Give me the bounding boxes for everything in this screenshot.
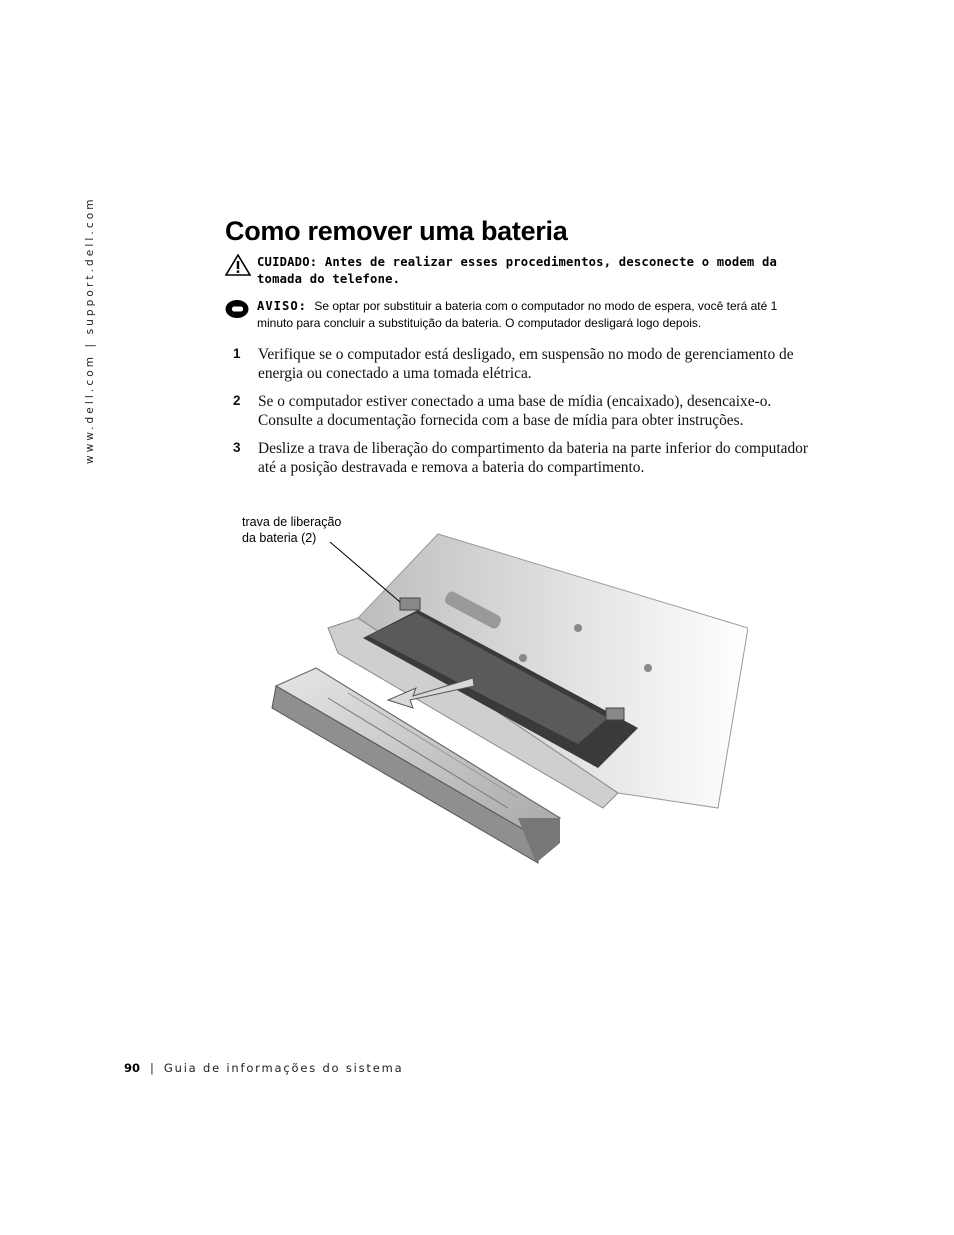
footer-separator: | <box>150 1061 154 1075</box>
callout-line-1: trava de liberação <box>242 515 342 529</box>
notice-note <box>225 298 785 332</box>
step-text: Se o computador estiver conectado a uma base de mídia (encaixado), desencaixe-o. Consulte a documentação fornecida com a base de mídia para obter instruções. <box>258 393 772 429</box>
step-text: Deslize a trava de liberação do compartimento da bateria na parte inferior do computador até a posição destravada e remova a bateria do compartimento. <box>258 440 808 476</box>
caution-text: CUIDADO: Antes de realizar esses procedimentos, desconecte o modem da tomada do telefone. <box>257 255 778 286</box>
step-3 <box>233 439 813 477</box>
caution-note <box>225 254 785 288</box>
callout-line-2: da bateria (2) <box>242 531 317 545</box>
step-text: Verifique se o computador está desligado, em suspensão no modo de gerenciamento de energia ou conectado a uma tomada elétrica. <box>258 346 794 382</box>
page-number: 90 <box>124 1061 141 1075</box>
step-1 <box>233 345 813 383</box>
procedure-steps <box>233 345 813 486</box>
laptop-battery-drawing <box>268 518 748 878</box>
step-2 <box>233 392 813 430</box>
notice-label: AVISO: <box>257 299 308 313</box>
step-number: 2 <box>233 393 241 408</box>
battery-removal-illustration <box>268 518 748 883</box>
guide-title: Guia de informações do sistema <box>163 1061 404 1075</box>
warning-triangle-icon <box>225 254 251 281</box>
page-title: Como remover uma bateria <box>225 216 568 246</box>
page-footer <box>124 1061 403 1075</box>
side-url: www.dell.com | support.dell.com <box>84 196 96 464</box>
step-number: 3 <box>233 440 241 455</box>
step-number: 1 <box>233 346 241 361</box>
notice-body: Se optar por substituir a bateria com o computador no modo de espera, você terá até 1 minuto para concluir a substituição da bateria. O computador desligará logo depois. <box>257 299 778 330</box>
notice-hand-icon <box>225 298 251 325</box>
